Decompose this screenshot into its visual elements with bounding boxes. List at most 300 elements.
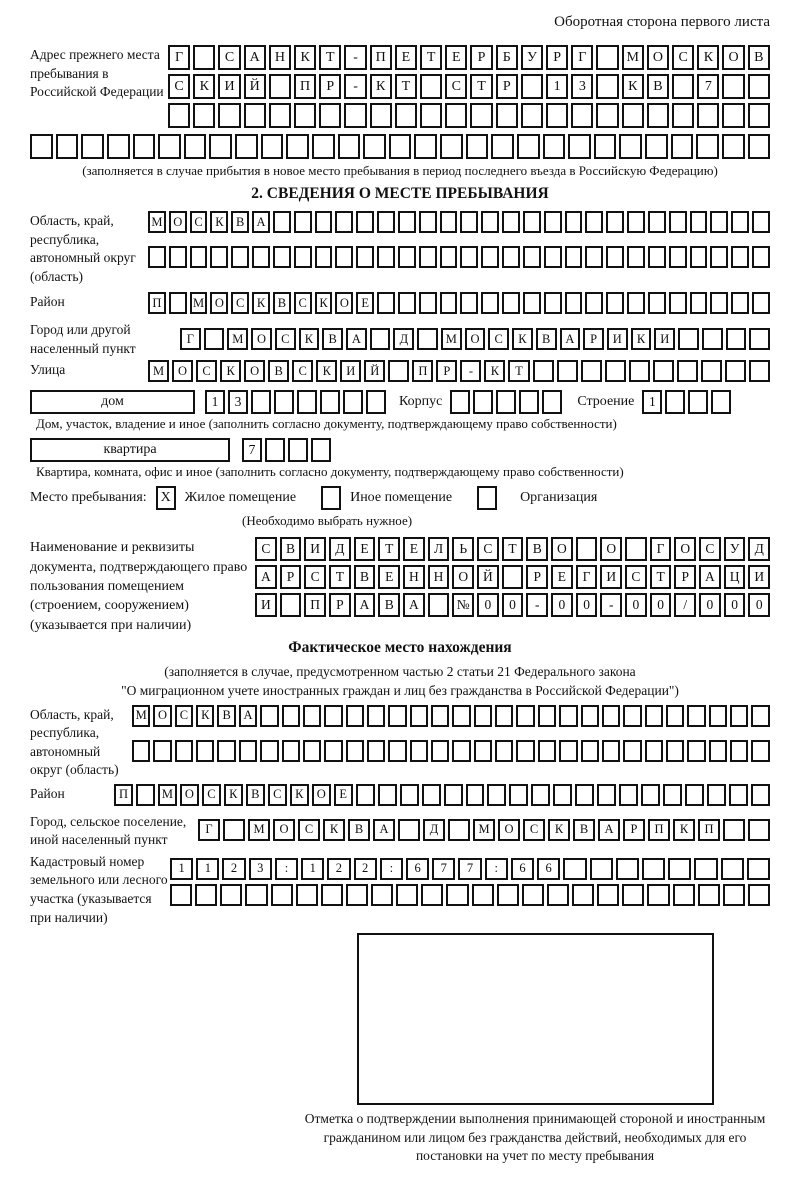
- char-cell[interactable]: Е: [395, 45, 417, 70]
- char-cell[interactable]: М: [190, 292, 208, 314]
- char-cell[interactable]: [422, 784, 441, 806]
- char-cell[interactable]: С: [672, 45, 694, 70]
- char-cell[interactable]: [303, 740, 321, 762]
- char-cell[interactable]: [731, 246, 749, 268]
- char-cell[interactable]: [371, 884, 393, 906]
- char-cell[interactable]: С: [294, 292, 312, 314]
- char-cell[interactable]: Р: [583, 328, 604, 350]
- char-cell[interactable]: [531, 784, 550, 806]
- char-cell[interactable]: О: [251, 328, 272, 350]
- char-cell[interactable]: [389, 134, 412, 159]
- char-cell[interactable]: [648, 211, 666, 233]
- char-cell[interactable]: С: [699, 537, 721, 561]
- char-cell[interactable]: [710, 292, 728, 314]
- char-cell[interactable]: [370, 328, 391, 350]
- char-cell[interactable]: [666, 705, 684, 727]
- char-cell[interactable]: [282, 740, 300, 762]
- char-cell[interactable]: [474, 705, 492, 727]
- char-cell[interactable]: Й: [364, 360, 385, 382]
- char-cell[interactable]: [629, 360, 650, 382]
- char-cell[interactable]: [648, 246, 666, 268]
- char-cell[interactable]: [663, 784, 682, 806]
- char-cell[interactable]: 1: [642, 390, 662, 414]
- char-cell[interactable]: [576, 537, 598, 561]
- char-cell[interactable]: 1: [205, 390, 225, 414]
- char-cell[interactable]: М: [227, 328, 248, 350]
- char-cell[interactable]: [606, 246, 624, 268]
- char-cell[interactable]: [687, 705, 705, 727]
- char-cell[interactable]: [417, 328, 438, 350]
- char-cell[interactable]: [378, 784, 397, 806]
- char-cell[interactable]: Т: [470, 74, 492, 99]
- char-cell[interactable]: [711, 390, 731, 414]
- char-cell[interactable]: [169, 246, 187, 268]
- char-cell[interactable]: [472, 884, 494, 906]
- char-cell[interactable]: С: [445, 74, 467, 99]
- char-cell[interactable]: Р: [470, 45, 492, 70]
- char-cell[interactable]: Т: [378, 537, 400, 561]
- char-cell[interactable]: П: [114, 784, 133, 806]
- char-cell[interactable]: [193, 45, 215, 70]
- char-cell[interactable]: В: [526, 537, 548, 561]
- char-cell[interactable]: [516, 705, 534, 727]
- char-cell[interactable]: В: [268, 360, 289, 382]
- char-cell[interactable]: [666, 740, 684, 762]
- char-cell[interactable]: Й: [477, 565, 499, 589]
- char-cell[interactable]: [722, 134, 745, 159]
- char-cell[interactable]: [335, 246, 353, 268]
- char-cell[interactable]: [622, 884, 644, 906]
- char-cell[interactable]: О: [465, 328, 486, 350]
- char-cell[interactable]: [419, 292, 437, 314]
- char-cell[interactable]: [694, 858, 717, 880]
- char-cell[interactable]: [320, 390, 340, 414]
- char-cell[interactable]: Т: [329, 565, 351, 589]
- char-cell[interactable]: А: [373, 819, 395, 841]
- char-cell[interactable]: [190, 246, 208, 268]
- char-cell[interactable]: [665, 390, 685, 414]
- char-cell[interactable]: Е: [334, 784, 353, 806]
- char-cell[interactable]: [400, 784, 419, 806]
- char-cell[interactable]: [297, 390, 317, 414]
- char-cell[interactable]: [377, 211, 395, 233]
- char-cell[interactable]: [619, 784, 638, 806]
- char-cell[interactable]: [749, 328, 770, 350]
- char-cell[interactable]: К: [196, 705, 214, 727]
- char-cell[interactable]: И: [304, 537, 326, 561]
- char-cell[interactable]: К: [316, 360, 337, 382]
- char-cell[interactable]: [673, 884, 695, 906]
- char-cell[interactable]: [648, 292, 666, 314]
- char-cell[interactable]: :: [275, 858, 298, 880]
- char-cell[interactable]: И: [654, 328, 675, 350]
- char-cell[interactable]: [235, 134, 258, 159]
- char-cell[interactable]: М: [148, 211, 166, 233]
- char-cell[interactable]: А: [403, 593, 425, 617]
- char-cell[interactable]: [565, 211, 583, 233]
- char-cell[interactable]: [280, 593, 302, 617]
- char-cell[interactable]: [523, 246, 541, 268]
- char-cell[interactable]: [563, 858, 586, 880]
- char-cell[interactable]: [419, 246, 437, 268]
- char-cell[interactable]: [428, 593, 450, 617]
- char-cell[interactable]: [269, 103, 291, 128]
- char-cell[interactable]: А: [244, 45, 266, 70]
- char-cell[interactable]: [396, 884, 418, 906]
- char-cell[interactable]: [553, 784, 572, 806]
- char-cell[interactable]: [294, 211, 312, 233]
- char-cell[interactable]: 3: [571, 74, 593, 99]
- char-cell[interactable]: Д: [423, 819, 445, 841]
- char-cell[interactable]: [645, 134, 668, 159]
- char-cell[interactable]: [497, 884, 519, 906]
- char-cell[interactable]: Г: [180, 328, 201, 350]
- char-cell[interactable]: [148, 246, 166, 268]
- char-cell[interactable]: А: [560, 328, 581, 350]
- char-cell[interactable]: И: [600, 565, 622, 589]
- char-cell[interactable]: [81, 134, 104, 159]
- char-cell[interactable]: [495, 740, 513, 762]
- char-cell[interactable]: С: [268, 784, 287, 806]
- char-cell[interactable]: П: [648, 819, 670, 841]
- char-cell[interactable]: 6: [537, 858, 560, 880]
- char-cell[interactable]: [366, 390, 386, 414]
- char-cell[interactable]: [367, 705, 385, 727]
- char-cell[interactable]: А: [699, 565, 721, 589]
- char-cell[interactable]: [585, 211, 603, 233]
- char-cell[interactable]: [581, 740, 599, 762]
- char-cell[interactable]: 2: [222, 858, 245, 880]
- char-cell[interactable]: [669, 211, 687, 233]
- char-cell[interactable]: [398, 819, 420, 841]
- char-cell[interactable]: В: [378, 593, 400, 617]
- char-cell[interactable]: Р: [546, 45, 568, 70]
- char-cell[interactable]: С: [255, 537, 277, 561]
- char-cell[interactable]: М: [158, 784, 177, 806]
- char-cell[interactable]: [502, 565, 524, 589]
- char-cell[interactable]: [523, 211, 541, 233]
- char-cell[interactable]: [605, 360, 626, 382]
- char-cell[interactable]: [557, 360, 578, 382]
- char-cell[interactable]: [722, 74, 744, 99]
- char-cell[interactable]: С: [196, 360, 217, 382]
- char-cell[interactable]: [303, 705, 321, 727]
- char-cell[interactable]: [596, 45, 618, 70]
- residential-checkbox[interactable]: X: [156, 486, 176, 510]
- char-cell[interactable]: О: [180, 784, 199, 806]
- char-cell[interactable]: Н: [269, 45, 291, 70]
- char-cell[interactable]: [575, 784, 594, 806]
- char-cell[interactable]: [421, 884, 443, 906]
- char-cell[interactable]: 0: [748, 593, 770, 617]
- char-cell[interactable]: [642, 858, 665, 880]
- char-cell[interactable]: [690, 246, 708, 268]
- char-cell[interactable]: [274, 390, 294, 414]
- char-cell[interactable]: И: [218, 74, 240, 99]
- char-cell[interactable]: 1: [546, 74, 568, 99]
- char-cell[interactable]: А: [255, 565, 277, 589]
- char-cell[interactable]: [244, 103, 266, 128]
- char-cell[interactable]: [193, 103, 215, 128]
- char-cell[interactable]: [388, 705, 406, 727]
- char-cell[interactable]: [481, 211, 499, 233]
- char-cell[interactable]: [153, 740, 171, 762]
- char-cell[interactable]: [677, 360, 698, 382]
- char-cell[interactable]: [450, 390, 470, 414]
- char-cell[interactable]: В: [573, 819, 595, 841]
- char-cell[interactable]: Н: [428, 565, 450, 589]
- char-cell[interactable]: [184, 134, 207, 159]
- char-cell[interactable]: 1: [196, 858, 219, 880]
- char-cell[interactable]: [519, 390, 539, 414]
- char-cell[interactable]: [581, 705, 599, 727]
- char-cell[interactable]: [487, 784, 506, 806]
- char-cell[interactable]: Т: [395, 74, 417, 99]
- char-cell[interactable]: [168, 103, 190, 128]
- char-cell[interactable]: Д: [748, 537, 770, 561]
- char-cell[interactable]: [597, 784, 616, 806]
- char-cell[interactable]: 3: [228, 390, 248, 414]
- char-cell[interactable]: [721, 858, 744, 880]
- char-cell[interactable]: Н: [403, 565, 425, 589]
- char-cell[interactable]: -: [344, 74, 366, 99]
- char-cell[interactable]: [581, 360, 602, 382]
- other-premises-checkbox[interactable]: [321, 486, 341, 510]
- char-cell[interactable]: В: [217, 705, 235, 727]
- char-cell[interactable]: [710, 246, 728, 268]
- char-cell[interactable]: [709, 740, 727, 762]
- char-cell[interactable]: Р: [496, 74, 518, 99]
- char-cell[interactable]: [175, 740, 193, 762]
- char-cell[interactable]: [210, 246, 228, 268]
- char-cell[interactable]: А: [239, 705, 257, 727]
- char-cell[interactable]: К: [673, 819, 695, 841]
- char-cell[interactable]: [546, 103, 568, 128]
- char-cell[interactable]: [252, 246, 270, 268]
- char-cell[interactable]: [273, 246, 291, 268]
- char-cell[interactable]: [517, 134, 540, 159]
- char-cell[interactable]: [619, 134, 642, 159]
- char-cell[interactable]: М: [132, 705, 150, 727]
- char-cell[interactable]: [195, 884, 217, 906]
- char-cell[interactable]: /: [674, 593, 696, 617]
- char-cell[interactable]: О: [312, 784, 331, 806]
- char-cell[interactable]: [440, 134, 463, 159]
- char-cell[interactable]: В: [273, 292, 291, 314]
- char-cell[interactable]: [107, 134, 130, 159]
- char-cell[interactable]: Т: [650, 565, 672, 589]
- char-cell[interactable]: [671, 134, 694, 159]
- char-cell[interactable]: 6: [511, 858, 534, 880]
- char-cell[interactable]: Е: [378, 565, 400, 589]
- char-cell[interactable]: [731, 211, 749, 233]
- char-cell[interactable]: О: [210, 292, 228, 314]
- char-cell[interactable]: [690, 211, 708, 233]
- char-cell[interactable]: [170, 884, 192, 906]
- char-cell[interactable]: Е: [354, 537, 376, 561]
- char-cell[interactable]: 0: [650, 593, 672, 617]
- char-cell[interactable]: [678, 328, 699, 350]
- char-cell[interactable]: [251, 390, 271, 414]
- char-cell[interactable]: Р: [526, 565, 548, 589]
- char-cell[interactable]: П: [294, 74, 316, 99]
- char-cell[interactable]: О: [153, 705, 171, 727]
- char-cell[interactable]: [448, 819, 470, 841]
- char-cell[interactable]: [749, 360, 770, 382]
- organization-checkbox[interactable]: [477, 486, 497, 510]
- char-cell[interactable]: [261, 134, 284, 159]
- char-cell[interactable]: [544, 246, 562, 268]
- char-cell[interactable]: В: [748, 45, 770, 70]
- char-cell[interactable]: [616, 858, 639, 880]
- char-cell[interactable]: М: [622, 45, 644, 70]
- char-cell[interactable]: [748, 103, 770, 128]
- char-cell[interactable]: [474, 740, 492, 762]
- char-cell[interactable]: В: [348, 819, 370, 841]
- char-cell[interactable]: Д: [329, 537, 351, 561]
- char-cell[interactable]: [196, 740, 214, 762]
- char-cell[interactable]: [707, 784, 726, 806]
- char-cell[interactable]: [585, 292, 603, 314]
- char-cell[interactable]: [568, 134, 591, 159]
- char-cell[interactable]: [294, 103, 316, 128]
- char-cell[interactable]: [312, 134, 335, 159]
- char-cell[interactable]: 0: [724, 593, 746, 617]
- char-cell[interactable]: О: [169, 211, 187, 233]
- char-cell[interactable]: Г: [650, 537, 672, 561]
- char-cell[interactable]: [602, 740, 620, 762]
- char-cell[interactable]: Р: [280, 565, 302, 589]
- char-cell[interactable]: К: [220, 360, 241, 382]
- char-cell[interactable]: Е: [403, 537, 425, 561]
- char-cell[interactable]: [132, 740, 150, 762]
- char-cell[interactable]: [356, 246, 374, 268]
- char-cell[interactable]: [398, 292, 416, 314]
- char-cell[interactable]: [30, 134, 53, 159]
- char-cell[interactable]: [533, 360, 554, 382]
- char-cell[interactable]: [265, 438, 285, 462]
- char-cell[interactable]: [698, 884, 720, 906]
- char-cell[interactable]: [452, 740, 470, 762]
- char-cell[interactable]: Ц: [724, 565, 746, 589]
- char-cell[interactable]: [653, 360, 674, 382]
- char-cell[interactable]: И: [748, 565, 770, 589]
- char-cell[interactable]: [622, 103, 644, 128]
- char-cell[interactable]: М: [473, 819, 495, 841]
- char-cell[interactable]: [606, 211, 624, 233]
- char-cell[interactable]: К: [548, 819, 570, 841]
- char-cell[interactable]: [440, 292, 458, 314]
- char-cell[interactable]: К: [370, 74, 392, 99]
- char-cell[interactable]: [509, 784, 528, 806]
- char-cell[interactable]: [286, 134, 309, 159]
- char-cell[interactable]: [419, 211, 437, 233]
- char-cell[interactable]: 3: [249, 858, 272, 880]
- char-cell[interactable]: [294, 246, 312, 268]
- char-cell[interactable]: [685, 784, 704, 806]
- char-cell[interactable]: Е: [551, 565, 573, 589]
- char-cell[interactable]: [623, 705, 641, 727]
- char-cell[interactable]: [725, 360, 746, 382]
- char-cell[interactable]: К: [315, 292, 333, 314]
- char-cell[interactable]: П: [304, 593, 326, 617]
- char-cell[interactable]: [398, 246, 416, 268]
- char-cell[interactable]: [460, 292, 478, 314]
- char-cell[interactable]: :: [380, 858, 403, 880]
- char-cell[interactable]: Т: [502, 537, 524, 561]
- char-cell[interactable]: -: [460, 360, 481, 382]
- char-cell[interactable]: [346, 705, 364, 727]
- char-cell[interactable]: [748, 134, 771, 159]
- char-cell[interactable]: -: [344, 45, 366, 70]
- char-cell[interactable]: [223, 819, 245, 841]
- char-cell[interactable]: [645, 740, 663, 762]
- char-cell[interactable]: [625, 537, 647, 561]
- char-cell[interactable]: [731, 292, 749, 314]
- char-cell[interactable]: [590, 858, 613, 880]
- char-cell[interactable]: 7: [432, 858, 455, 880]
- char-cell[interactable]: [273, 211, 291, 233]
- char-cell[interactable]: Г: [571, 45, 593, 70]
- char-cell[interactable]: [521, 103, 543, 128]
- char-cell[interactable]: К: [512, 328, 533, 350]
- char-cell[interactable]: [288, 438, 308, 462]
- char-cell[interactable]: С: [218, 45, 240, 70]
- char-cell[interactable]: [688, 390, 708, 414]
- char-cell[interactable]: М: [148, 360, 169, 382]
- char-cell[interactable]: [136, 784, 155, 806]
- char-cell[interactable]: [410, 740, 428, 762]
- char-cell[interactable]: А: [598, 819, 620, 841]
- char-cell[interactable]: [751, 740, 769, 762]
- char-cell[interactable]: [645, 705, 663, 727]
- char-cell[interactable]: [440, 211, 458, 233]
- char-cell[interactable]: [296, 884, 318, 906]
- char-cell[interactable]: [239, 740, 257, 762]
- char-cell[interactable]: 2: [354, 858, 377, 880]
- char-cell[interactable]: [356, 211, 374, 233]
- char-cell[interactable]: [672, 74, 694, 99]
- char-cell[interactable]: И: [340, 360, 361, 382]
- char-cell[interactable]: У: [724, 537, 746, 561]
- char-cell[interactable]: [271, 884, 293, 906]
- char-cell[interactable]: [669, 292, 687, 314]
- char-cell[interactable]: С: [275, 328, 296, 350]
- char-cell[interactable]: [204, 328, 225, 350]
- char-cell[interactable]: [220, 884, 242, 906]
- char-cell[interactable]: К: [294, 45, 316, 70]
- char-cell[interactable]: 7: [697, 74, 719, 99]
- char-cell[interactable]: [559, 740, 577, 762]
- char-cell[interactable]: [466, 784, 485, 806]
- char-cell[interactable]: 0: [477, 593, 499, 617]
- char-cell[interactable]: 0: [551, 593, 573, 617]
- char-cell[interactable]: [343, 390, 363, 414]
- char-cell[interactable]: [324, 705, 342, 727]
- char-cell[interactable]: [544, 211, 562, 233]
- char-cell[interactable]: 0: [502, 593, 524, 617]
- char-cell[interactable]: [627, 211, 645, 233]
- char-cell[interactable]: О: [600, 537, 622, 561]
- char-cell[interactable]: [344, 103, 366, 128]
- char-cell[interactable]: :: [485, 858, 508, 880]
- char-cell[interactable]: С: [231, 292, 249, 314]
- char-cell[interactable]: С: [298, 819, 320, 841]
- char-cell[interactable]: [315, 246, 333, 268]
- char-cell[interactable]: [752, 211, 770, 233]
- char-cell[interactable]: [356, 784, 375, 806]
- char-cell[interactable]: [346, 740, 364, 762]
